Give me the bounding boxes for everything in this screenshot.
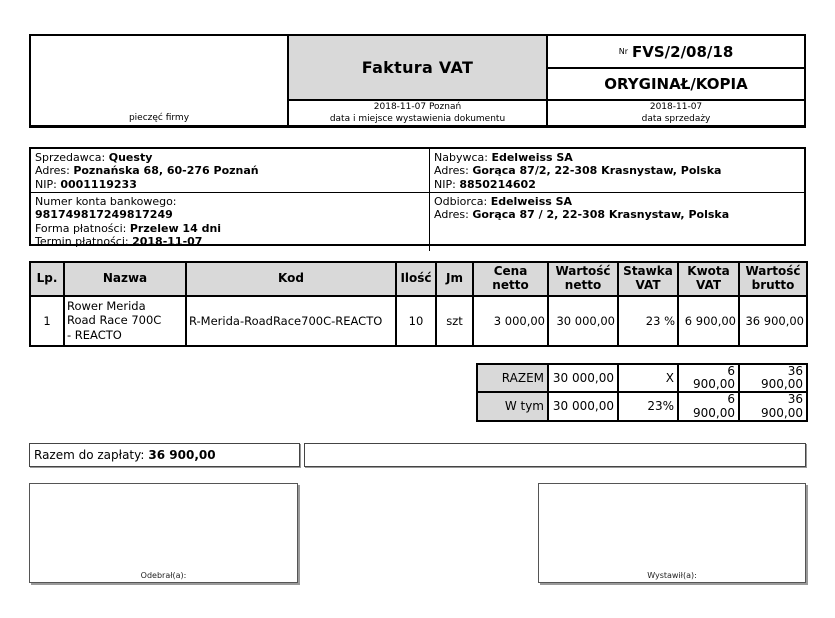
buyer-line bbox=[434, 151, 800, 164]
seller-address-line bbox=[35, 164, 425, 177]
issue-caption: data i miejsce wystawienia dokumentu bbox=[329, 113, 506, 124]
col-header-stawka-vat: Stawka VAT bbox=[618, 262, 678, 296]
bank-account: 981749817249817249 bbox=[35, 208, 173, 222]
payment-due-line bbox=[35, 235, 425, 248]
item-lp: 1 bbox=[30, 296, 64, 346]
seller-address: Poznańska 68, 60-276 Poznań bbox=[73, 164, 259, 178]
issued-signature-label: Wystawił(a): bbox=[647, 571, 697, 580]
parties-row-bottom bbox=[31, 193, 804, 251]
payment-cell bbox=[31, 193, 430, 251]
received-signature-label: Odebrał(a): bbox=[140, 571, 187, 580]
payment-form-line bbox=[35, 222, 425, 235]
recipient-cell bbox=[430, 193, 804, 251]
invoice-title: Faktura VAT bbox=[289, 36, 546, 101]
summary-breakdown-rate: 23% bbox=[618, 392, 678, 420]
buyer-nip: 8850214602 bbox=[459, 177, 536, 191]
issue-date-place: 2018-11-07 Poznań bbox=[373, 101, 462, 112]
item-name-cell bbox=[64, 296, 186, 346]
buyer-nip-label: NIP: bbox=[434, 177, 456, 191]
recipient-address: Gorąca 87 / 2, 22-308 Krasnystaw, Polska bbox=[472, 208, 730, 222]
item-vat-rate: 23 % bbox=[618, 296, 678, 346]
col-header-lp: Lp. bbox=[30, 262, 64, 296]
total-notes-box bbox=[304, 443, 806, 467]
col-header-kwota-vat: Kwota VAT bbox=[678, 262, 739, 296]
payment-form: Przelew 14 dni bbox=[129, 221, 222, 235]
items-header-row bbox=[30, 262, 807, 296]
seller-cell bbox=[31, 149, 430, 192]
recipient-line bbox=[434, 195, 800, 208]
col-header-wartosc-netto: Wartość netto bbox=[548, 262, 618, 296]
summary-total-rate: X bbox=[618, 364, 678, 392]
sale-date-cell bbox=[548, 101, 804, 125]
sale-date: 2018-11-07 bbox=[649, 101, 703, 112]
seller-address-label: Adres: bbox=[35, 164, 70, 178]
summary-total-label: RAZEM bbox=[477, 364, 548, 392]
signature-box-issued bbox=[538, 483, 806, 583]
seller-line bbox=[35, 151, 425, 164]
stamp-label: pieczęć firmy bbox=[128, 113, 190, 123]
item-gross-value: 36 900,00 bbox=[739, 296, 807, 346]
recipient-address-label: Adres: bbox=[434, 208, 469, 222]
parties-section bbox=[29, 147, 806, 249]
parties-row-top bbox=[31, 149, 804, 193]
seller-name: Questy bbox=[108, 151, 153, 164]
buyer-cell bbox=[430, 149, 804, 192]
company-stamp-area bbox=[31, 36, 289, 125]
total-due-label: Razem do zapłaty: bbox=[34, 448, 145, 462]
col-header-nazwa: Nazwa bbox=[64, 262, 186, 296]
item-unit: szt bbox=[436, 296, 473, 346]
bank-label-line bbox=[35, 195, 425, 208]
item-name: Rower Merida Road Race 700C - REACTO bbox=[67, 299, 162, 342]
sale-date-caption: data sprzedaży bbox=[641, 113, 711, 124]
seller-nip-line bbox=[35, 178, 425, 191]
header-right-column bbox=[548, 36, 804, 125]
buyer-name: Edelweiss SA bbox=[491, 151, 573, 164]
bank-label: Numer konta bankowego: bbox=[35, 195, 177, 208]
signature-box-received bbox=[29, 483, 298, 583]
copy-type-label: ORYGINAŁ/KOPIA bbox=[548, 69, 804, 100]
summary-breakdown-net: 30 000,00 bbox=[548, 392, 618, 420]
recipient-label: Odbiorca: bbox=[434, 195, 488, 208]
items-table bbox=[29, 261, 808, 347]
payment-due: 2018-11-07 bbox=[132, 235, 203, 249]
col-header-jm: Jm bbox=[436, 262, 473, 296]
payment-form-label: Forma płatności: bbox=[35, 221, 127, 235]
header-middle-column bbox=[289, 36, 548, 125]
col-header-wartosc-brutto: Wartość brutto bbox=[739, 262, 807, 296]
issue-date-cell bbox=[289, 101, 546, 125]
total-due-value: 36 900,00 bbox=[148, 448, 216, 462]
summary-breakdown-label: W tym bbox=[477, 392, 548, 420]
invoice-number-prefix: Nr bbox=[618, 47, 628, 57]
summary-total-gross: 36 900,00 bbox=[739, 364, 807, 392]
buyer-address-label: Adres: bbox=[434, 164, 469, 178]
seller-label: Sprzedawca: bbox=[35, 151, 106, 164]
item-code: R-Merida-RoadRace700C-REACTO bbox=[186, 296, 396, 346]
summary-total-row bbox=[477, 364, 807, 392]
item-quantity: 10 bbox=[396, 296, 436, 346]
summary-total-net: 30 000,00 bbox=[548, 364, 618, 392]
item-row bbox=[30, 296, 807, 346]
recipient-name: Edelweiss SA bbox=[490, 195, 573, 208]
total-due-box bbox=[29, 443, 300, 467]
payment-due-label: Termin płatności: bbox=[35, 235, 129, 249]
col-header-ilosc: Ilość bbox=[396, 262, 436, 296]
bank-account-line bbox=[35, 208, 425, 221]
summary-breakdown-gross: 36 900,00 bbox=[739, 392, 807, 420]
seller-nip-label: NIP: bbox=[35, 177, 57, 191]
buyer-label: Nabywca: bbox=[434, 151, 488, 164]
invoice-number: FVS/2/08/18 bbox=[632, 42, 734, 61]
seller-nip: 0001119233 bbox=[60, 177, 137, 191]
col-header-kod: Kod bbox=[186, 262, 396, 296]
item-net-value: 30 000,00 bbox=[548, 296, 618, 346]
invoice-header bbox=[29, 34, 806, 128]
summary-breakdown-vat: 6 900,00 bbox=[678, 392, 739, 420]
item-net-price: 3 000,00 bbox=[473, 296, 548, 346]
invoice-number-cell bbox=[548, 36, 804, 69]
summary-total-vat: 6 900,00 bbox=[678, 364, 739, 392]
buyer-address: Gorąca 87/2, 22-308 Krasnystaw, Polska bbox=[472, 164, 722, 178]
recipient-address-line bbox=[434, 208, 800, 221]
summary-table bbox=[476, 363, 808, 422]
buyer-address-line bbox=[434, 164, 800, 177]
summary-breakdown-row bbox=[477, 392, 807, 420]
item-vat-amount: 6 900,00 bbox=[678, 296, 739, 346]
buyer-nip-line bbox=[434, 178, 800, 191]
col-header-cena-netto: Cena netto bbox=[473, 262, 548, 296]
